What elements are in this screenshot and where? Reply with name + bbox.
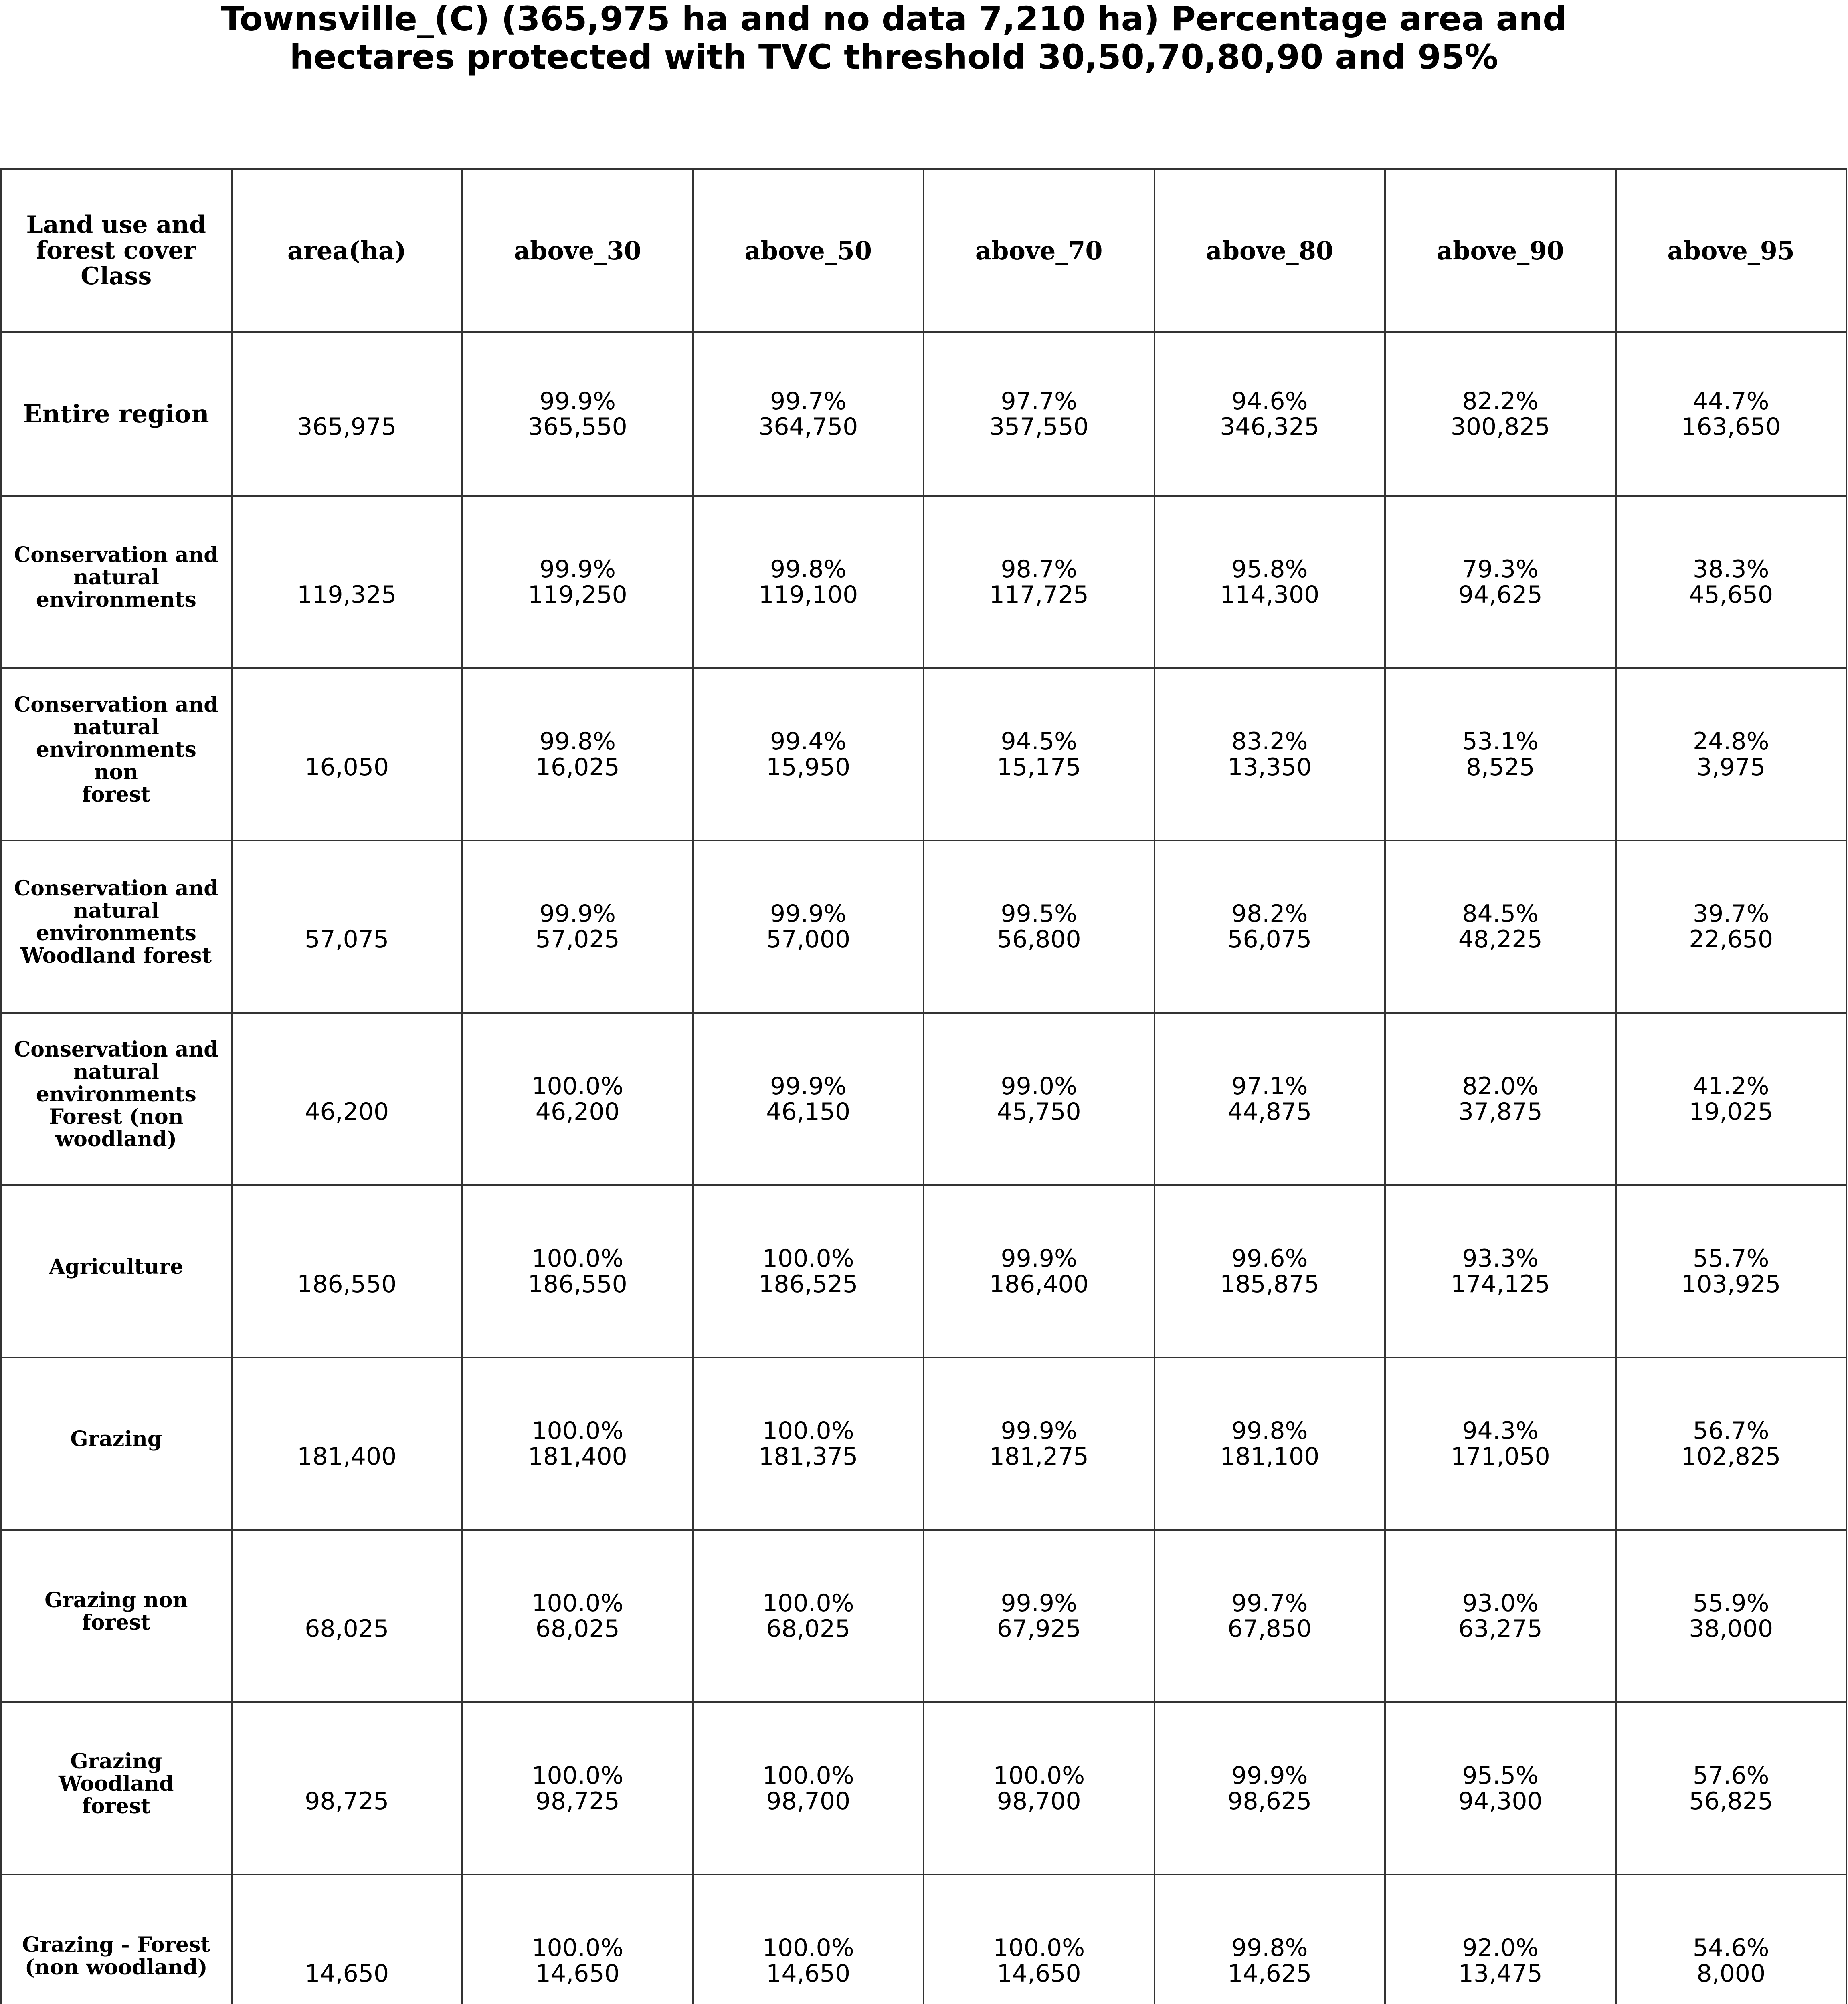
percent-value: 98.7% (1001, 555, 1078, 583)
hectare-value: 102,825 (1681, 1442, 1781, 1471)
hectare-value: 94,300 (1458, 1787, 1543, 1815)
hectare-value: 56,075 (1227, 925, 1312, 954)
threshold-cell (1616, 668, 1847, 840)
threshold-cell (924, 496, 1154, 668)
table-row (1, 840, 1846, 1013)
hectare-value: 163,650 (1681, 413, 1781, 441)
row-label-line: woodland) (55, 1127, 177, 1151)
hectare-value: 346,325 (1220, 413, 1320, 441)
percent-value: 79.3% (1462, 555, 1539, 583)
hectare-value: 19,025 (1689, 1098, 1773, 1126)
row-label-line: Agriculture (49, 1255, 184, 1279)
area-value: 98,725 (305, 1787, 389, 1815)
hectare-value: 13,350 (1227, 753, 1312, 781)
percent-value: 93.3% (1462, 1244, 1539, 1273)
threshold-cell (693, 840, 924, 1013)
hectare-value: 67,850 (1227, 1615, 1312, 1643)
area-value: 16,050 (305, 753, 389, 781)
threshold-cell (924, 332, 1154, 496)
row-label-line: Conservation and (14, 1037, 218, 1062)
area-value: 186,550 (297, 1270, 397, 1298)
threshold-cell (924, 1358, 1154, 1530)
hectare-value: 181,400 (528, 1442, 627, 1471)
percent-value: 44.7% (1692, 387, 1769, 415)
hectare-value: 14,650 (535, 1960, 620, 1988)
percent-value: 100.0% (762, 1244, 854, 1273)
hectare-value: 56,800 (997, 925, 1081, 954)
hectare-value: 364,750 (758, 413, 858, 441)
hectare-value: 181,275 (989, 1442, 1089, 1471)
percent-value: 100.0% (532, 1072, 624, 1100)
threshold-cell (1385, 668, 1616, 840)
column-header: above_70 (924, 169, 1154, 332)
hectare-value: 14,650 (997, 1960, 1081, 1988)
row-label (1, 840, 232, 1013)
row-label-line: environments (36, 921, 196, 945)
table-row (1, 1530, 1846, 1702)
row-label-line: Conservation and (14, 693, 218, 717)
percent-value: 100.0% (532, 1417, 624, 1445)
row-label-line: environments (36, 1082, 196, 1107)
threshold-cell (1154, 1185, 1385, 1358)
percent-value: 97.1% (1231, 1072, 1308, 1100)
row-label-line: forest (82, 1794, 151, 1818)
class-header-line: forest cover (36, 236, 196, 265)
class-column-header (1, 169, 232, 332)
percent-value: 94.3% (1462, 1417, 1539, 1445)
threshold-cell (1385, 332, 1616, 496)
area-value: 119,325 (297, 581, 397, 609)
area-cell (232, 496, 463, 668)
threshold-cell (1154, 1702, 1385, 1875)
threshold-cell (462, 668, 693, 840)
threshold-cell (1616, 1530, 1847, 1702)
hectare-value: 98,700 (997, 1787, 1081, 1815)
threshold-cell (1616, 1358, 1847, 1530)
hectare-value: 15,950 (766, 753, 851, 781)
threshold-cell (693, 668, 924, 840)
percent-value: 99.7% (1231, 1589, 1308, 1617)
row-label-line: Grazing non (44, 1588, 188, 1612)
percent-value: 99.8% (539, 727, 616, 756)
percent-value: 92.0% (1462, 1934, 1539, 1962)
hectare-value: 119,250 (528, 581, 627, 609)
percent-value: 99.5% (1001, 900, 1078, 928)
percent-value: 97.7% (1001, 387, 1078, 415)
threshold-cell (924, 1702, 1154, 1875)
hectare-value: 186,550 (528, 1270, 627, 1298)
table-row (1, 1875, 1846, 2004)
area-value: 14,650 (305, 1960, 389, 1988)
threshold-cell (1154, 1875, 1385, 2004)
hectare-value: 300,825 (1450, 413, 1550, 441)
table-row (1, 1358, 1846, 1530)
row-label-line: environments non (36, 737, 196, 784)
percent-value: 100.0% (762, 1934, 854, 1962)
threshold-cell (693, 1358, 924, 1530)
hectare-value: 14,625 (1227, 1960, 1312, 1988)
threshold-cell (693, 496, 924, 668)
row-label-line: Forest (non (49, 1105, 184, 1129)
hectare-value: 46,150 (766, 1098, 851, 1126)
hectare-value: 357,550 (989, 413, 1089, 441)
percent-value: 100.0% (532, 1589, 624, 1617)
hectare-value: 171,050 (1450, 1442, 1550, 1471)
row-label (1, 1358, 232, 1530)
percent-value: 100.0% (762, 1762, 854, 1790)
area-cell (232, 1013, 463, 1185)
hectare-value: 3,975 (1696, 753, 1766, 781)
percent-value: 99.9% (770, 900, 847, 928)
percent-value: 53.1% (1462, 727, 1539, 756)
threshold-cell (1385, 1530, 1616, 1702)
threshold-cell (1154, 668, 1385, 840)
threshold-cell (1385, 1875, 1616, 2004)
percent-value: 99.6% (1231, 1244, 1308, 1273)
hectare-value: 68,025 (535, 1615, 620, 1643)
row-label-line: natural (73, 899, 159, 923)
hectare-value: 98,625 (1227, 1787, 1312, 1815)
table-row (1, 1185, 1846, 1358)
threshold-cell (924, 1875, 1154, 2004)
area-value: 46,200 (305, 1098, 389, 1126)
row-label (1, 1530, 232, 1702)
page-title (0, 0, 1788, 76)
threshold-cell (1616, 1013, 1847, 1185)
hectare-value: 365,550 (528, 413, 627, 441)
threshold-cell (462, 1875, 693, 2004)
percent-value: 99.8% (1231, 1934, 1308, 1962)
threshold-cell (693, 1702, 924, 1875)
column-header: above_95 (1616, 169, 1847, 332)
area-cell (232, 1530, 463, 1702)
threshold-cell (1385, 1185, 1616, 1358)
percent-value: 100.0% (993, 1762, 1085, 1790)
percent-value: 93.0% (1462, 1589, 1539, 1617)
percent-value: 100.0% (532, 1762, 624, 1790)
row-label-line: Grazing - Forest (22, 1933, 210, 1957)
threshold-cell (1385, 496, 1616, 668)
hectare-value: 45,750 (997, 1098, 1081, 1126)
table-row (1, 1013, 1846, 1185)
threshold-cell (1616, 840, 1847, 1013)
percent-value: 99.9% (539, 555, 616, 583)
row-label-line: Conservation and (14, 543, 218, 567)
percent-value: 100.0% (532, 1934, 624, 1962)
threshold-cell (693, 1530, 924, 1702)
hectare-value: 185,875 (1220, 1270, 1320, 1298)
area-value: 68,025 (305, 1615, 389, 1643)
percent-value: 41.2% (1692, 1072, 1769, 1100)
row-label (1, 668, 232, 840)
hectare-value: 174,125 (1450, 1270, 1550, 1298)
column-header: above_90 (1385, 169, 1616, 332)
title-line-2: hectares protected with TVC threshold 30,50,70,80,90 and 95% (289, 37, 1498, 77)
hectare-value: 181,375 (758, 1442, 858, 1471)
hectare-value: 48,225 (1458, 925, 1543, 954)
table-body (1, 332, 1846, 2004)
area-cell (232, 1875, 463, 2004)
percent-value: 56.7% (1692, 1417, 1769, 1445)
percent-value: 54.6% (1692, 1934, 1769, 1962)
threshold-cell (924, 668, 1154, 840)
area-cell (232, 1702, 463, 1875)
percent-value: 99.8% (1231, 1417, 1308, 1445)
hectare-value: 8,525 (1466, 753, 1535, 781)
threshold-cell (1385, 1358, 1616, 1530)
row-label (1, 1702, 232, 1875)
hectare-value: 181,100 (1220, 1442, 1320, 1471)
column-header: above_80 (1154, 169, 1385, 332)
threshold-cell (462, 1013, 693, 1185)
percent-value: 82.0% (1462, 1072, 1539, 1100)
row-label-line: (non woodland) (24, 1955, 208, 1980)
row-label-line: forest (82, 782, 151, 807)
hectare-value: 56,825 (1689, 1787, 1773, 1815)
hectare-value: 114,300 (1220, 581, 1320, 609)
percent-value: 100.0% (762, 1417, 854, 1445)
percent-value: 99.9% (1001, 1417, 1078, 1445)
percent-value: 100.0% (762, 1589, 854, 1617)
column-header: area(ha) (232, 169, 463, 332)
percent-value: 99.0% (1001, 1072, 1078, 1100)
threshold-cell (1154, 1013, 1385, 1185)
threshold-cell (462, 840, 693, 1013)
threshold-cell (924, 1530, 1154, 1702)
threshold-cell (693, 332, 924, 496)
hectare-value: 38,000 (1689, 1615, 1773, 1643)
percent-value: 94.6% (1231, 387, 1308, 415)
hectare-value: 37,875 (1458, 1098, 1543, 1126)
threshold-cell (462, 332, 693, 496)
percent-value: 83.2% (1231, 727, 1308, 756)
row-label (1, 332, 232, 496)
threshold-cell (924, 1013, 1154, 1185)
hectare-value: 186,400 (989, 1270, 1089, 1298)
percent-value: 99.9% (539, 900, 616, 928)
row-label (1, 1013, 232, 1185)
class-header-line: Land use and (26, 211, 206, 239)
percent-value: 55.7% (1692, 1244, 1769, 1273)
row-label (1, 1185, 232, 1358)
percent-value: 99.9% (1231, 1762, 1308, 1790)
hectare-value: 67,925 (997, 1615, 1081, 1643)
hectare-value: 45,650 (1689, 581, 1773, 609)
threshold-cell (462, 1358, 693, 1530)
threshold-cell (693, 1185, 924, 1358)
title-line-1: Townsville_(C) (365,975 ha and no data 7,210 ha) Percentage area and (221, 0, 1567, 38)
hectare-value: 15,175 (997, 753, 1081, 781)
hectare-value: 103,925 (1681, 1270, 1781, 1298)
threshold-cell (1616, 1875, 1847, 2004)
hectare-value: 68,025 (766, 1615, 851, 1643)
table-header-row (1, 169, 1846, 332)
hectare-value: 44,875 (1227, 1098, 1312, 1126)
hectare-value: 186,525 (758, 1270, 858, 1298)
area-value: 365,975 (297, 413, 397, 441)
hectare-value: 14,650 (766, 1960, 851, 1988)
hectare-value: 16,025 (535, 753, 620, 781)
row-label-line: natural (73, 565, 159, 590)
area-cell (232, 840, 463, 1013)
hectare-value: 63,275 (1458, 1615, 1543, 1643)
hectare-value: 46,200 (535, 1098, 620, 1126)
area-cell (232, 332, 463, 496)
threshold-cell (1154, 332, 1385, 496)
percent-value: 38.3% (1692, 555, 1769, 583)
percent-value: 95.5% (1462, 1762, 1539, 1790)
protection-table-wrapper (0, 168, 1848, 2004)
table-row (1, 496, 1846, 668)
row-label-line: natural (73, 1060, 159, 1084)
threshold-cell (462, 1185, 693, 1358)
row-label-line: Grazing Woodland (59, 1749, 174, 1796)
percent-value: 99.9% (770, 1072, 847, 1100)
percent-value: 95.8% (1231, 555, 1308, 583)
hectare-value: 8,000 (1696, 1960, 1766, 1988)
percent-value: 99.7% (770, 387, 847, 415)
row-label-line: natural (73, 715, 159, 739)
hectare-value: 119,100 (758, 581, 858, 609)
row-label (1, 1875, 232, 2004)
percent-value: 24.8% (1692, 727, 1769, 756)
threshold-cell (462, 496, 693, 668)
percent-value: 99.9% (1001, 1244, 1078, 1273)
threshold-cell (1154, 1530, 1385, 1702)
row-label-line: Entire region (23, 399, 209, 428)
percent-value: 82.2% (1462, 387, 1539, 415)
hectare-value: 13,475 (1458, 1960, 1543, 1988)
threshold-cell (924, 1185, 1154, 1358)
percent-value: 57.6% (1692, 1762, 1769, 1790)
threshold-cell (693, 1875, 924, 2004)
row-label-line: Conservation and (14, 876, 218, 901)
percent-value: 99.9% (539, 387, 616, 415)
percent-value: 100.0% (993, 1934, 1085, 1962)
column-header: above_30 (462, 169, 693, 332)
threshold-cell (1616, 496, 1847, 668)
threshold-cell (1616, 1702, 1847, 1875)
threshold-cell (1154, 840, 1385, 1013)
threshold-cell (924, 840, 1154, 1013)
percent-value: 98.2% (1231, 900, 1308, 928)
area-value: 181,400 (297, 1442, 397, 1471)
percent-value: 84.5% (1462, 900, 1539, 928)
table-row (1, 1702, 1846, 1875)
threshold-cell (462, 1530, 693, 1702)
row-label-line: forest (82, 1610, 151, 1635)
hectare-value: 98,725 (535, 1787, 620, 1815)
area-cell (232, 668, 463, 840)
hectare-value: 22,650 (1689, 925, 1773, 954)
hectare-value: 98,700 (766, 1787, 851, 1815)
column-header: above_50 (693, 169, 924, 332)
percent-value: 99.9% (1001, 1589, 1078, 1617)
threshold-cell (1616, 1185, 1847, 1358)
threshold-cell (1385, 1702, 1616, 1875)
percent-value: 99.4% (770, 727, 847, 756)
percent-value: 55.9% (1692, 1589, 1769, 1617)
threshold-cell (1385, 1013, 1616, 1185)
threshold-cell (1154, 1358, 1385, 1530)
row-label-line: Grazing (70, 1427, 162, 1451)
hectare-value: 117,725 (989, 581, 1089, 609)
area-cell (232, 1358, 463, 1530)
hectare-value: 57,025 (535, 925, 620, 954)
threshold-cell (462, 1702, 693, 1875)
hectare-value: 94,625 (1458, 581, 1543, 609)
percent-value: 99.8% (770, 555, 847, 583)
threshold-cell (1385, 840, 1616, 1013)
threshold-cell (1154, 496, 1385, 668)
threshold-cell (693, 1013, 924, 1185)
row-label-line: environments (36, 588, 196, 612)
area-value: 57,075 (305, 925, 389, 954)
table-row (1, 668, 1846, 840)
protection-table (0, 168, 1847, 2004)
threshold-cell (1616, 332, 1847, 496)
row-label-line: Woodland forest (20, 943, 212, 968)
hectare-value: 57,000 (766, 925, 851, 954)
area-cell (232, 1185, 463, 1358)
percent-value: 94.5% (1001, 727, 1078, 756)
percent-value: 100.0% (532, 1244, 624, 1273)
row-label (1, 496, 232, 668)
percent-value: 39.7% (1692, 900, 1769, 928)
table-row (1, 332, 1846, 496)
class-header-line: Class (81, 262, 152, 290)
